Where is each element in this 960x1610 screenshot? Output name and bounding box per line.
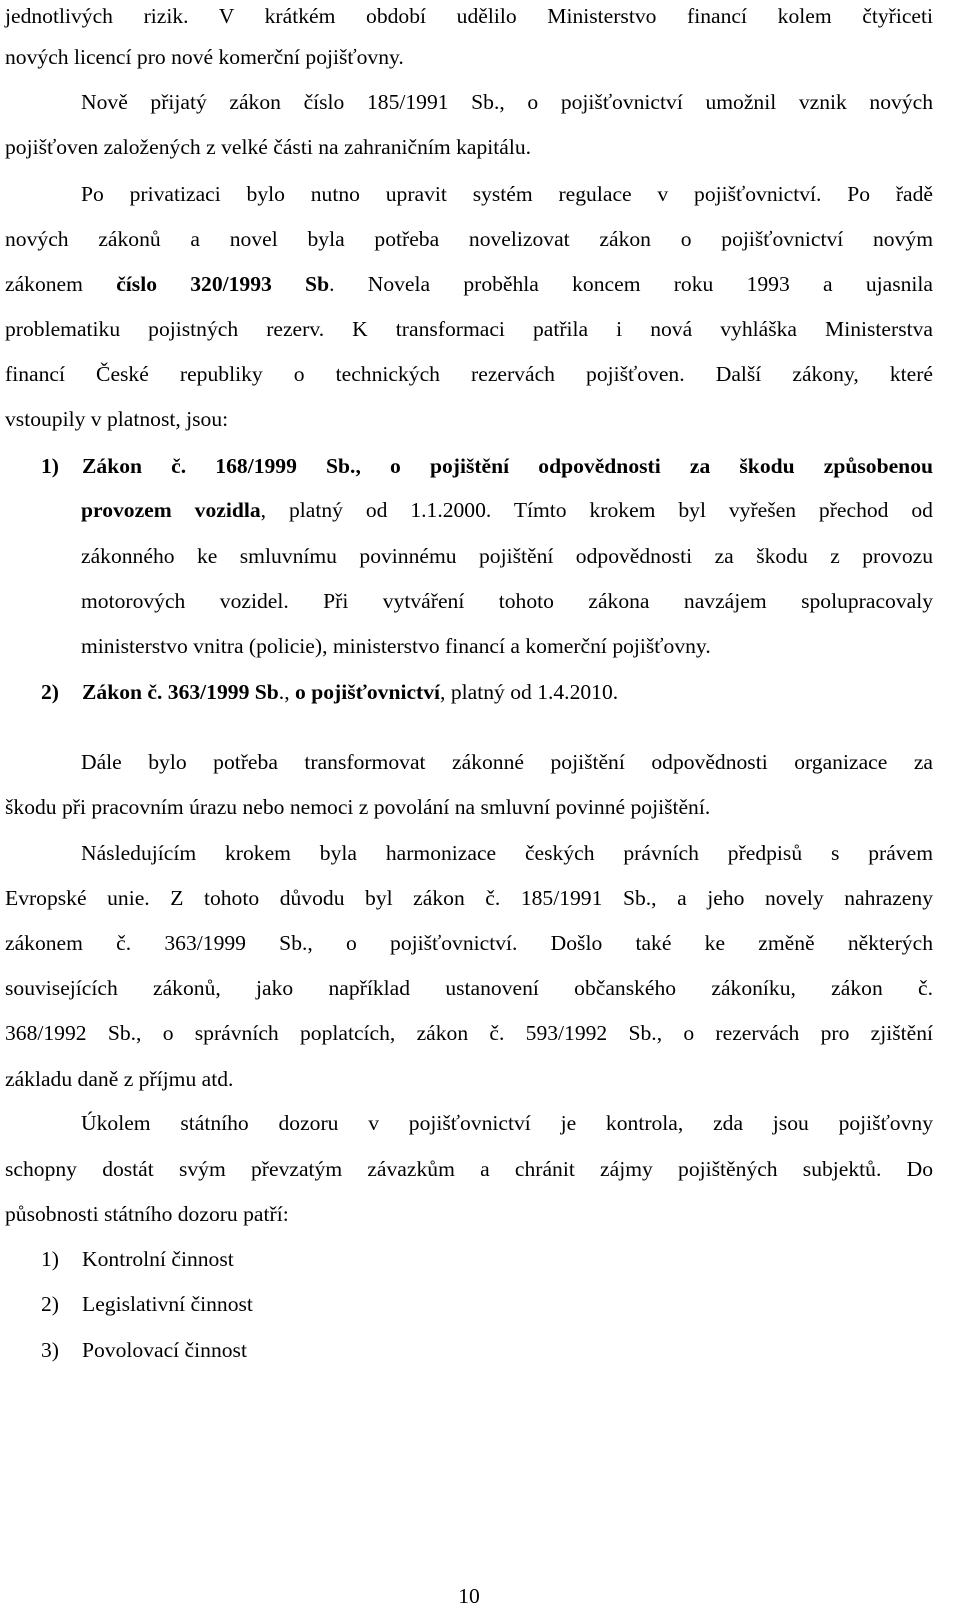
text-line: financí České republiky o technických rezervách pojišťoven. Další zákony, které xyxy=(5,362,933,386)
text-span: , platný od 1.1.2000. Tímto krokem byl vyřešen přechod od xyxy=(260,498,933,522)
text-line xyxy=(5,268,933,300)
text-line: zákonného ke smluvnímu povinnému pojištění odpovědnosti za škodu z provozu xyxy=(81,544,933,568)
text-line: jednotlivých rizik. V krátkém období udělilo Ministerstvo financí kolem čtyřiceti xyxy=(5,4,933,28)
list-item xyxy=(5,1243,933,1275)
text-line: motorových vozidel. Při vytváření tohoto zákona navzájem spolupracovaly xyxy=(81,589,933,613)
text-line: Následujícím krokem byla harmonizace českých právních předpisů s právem xyxy=(81,841,933,865)
list-number: 3) xyxy=(41,1338,59,1362)
text-line: souvisejících zákonů, jako například ustanovení občanského zákoníku, zákon č. xyxy=(5,976,933,1000)
list-text: Povolovací činnost xyxy=(82,1338,247,1362)
list-number: 1) xyxy=(41,1247,59,1271)
text-line: Dále bylo potřeba transformovat zákonné pojištění odpovědnosti organizace za xyxy=(81,750,933,774)
text-line: Evropské unie. Z tohoto důvodu byl zákon č. 185/1991 Sb., a jeho novely nahrazeny xyxy=(5,886,933,910)
list-item xyxy=(5,1288,933,1320)
text-span: . Novela proběhla koncem roku 1993 a ujasnila xyxy=(329,272,934,296)
list-number: 2) xyxy=(41,680,59,704)
text-line: vstoupily v platnost, jsou: xyxy=(5,407,229,431)
text-line: schopny dostát svým převzatým závazkům a chránit zájmy pojištěných subjektů. Do xyxy=(5,1157,933,1181)
list-item xyxy=(5,1334,933,1366)
text-line: Nově přijatý zákon číslo 185/1991 Sb., o pojišťovnictví umožnil vznik nových xyxy=(81,90,933,114)
law-title: Zákon č. 363/1999 Sb xyxy=(82,680,279,704)
text-span: zákonem xyxy=(5,272,117,296)
text-line: nových licencí pro nové komerční pojišťovny. xyxy=(5,45,404,69)
page-number: 10 xyxy=(458,1584,480,1608)
law-title: provozem vozidla xyxy=(81,498,261,522)
text-line: 368/1992 Sb., o správních poplatcích, zákon č. 593/1992 Sb., o rezervách pro zjištění xyxy=(5,1021,933,1045)
text-line: Úkolem státního dozoru v pojišťovnictví je kontrola, zda jsou pojišťovny xyxy=(81,1111,933,1135)
text-line: ministerstvo vnitra (policie), ministerstvo financí a komerční pojišťovny. xyxy=(81,634,711,658)
text-line: problematiku pojistných rezerv. K transformaci patřila i nová vyhláška Ministerstva xyxy=(5,317,933,341)
law-reference: číslo 320/1993 Sb xyxy=(116,272,330,296)
list-item-1 xyxy=(5,450,933,482)
law-title: o pojišťovnictví xyxy=(295,680,441,704)
text-span: ., xyxy=(278,680,295,704)
text-line: pojišťoven založených z velké části na zahraničním kapitálu. xyxy=(5,135,532,159)
text-line: základu daně z příjmu atd. xyxy=(5,1067,234,1091)
text-line: působnosti státního dozoru patří: xyxy=(5,1202,289,1226)
law-title: Zákon č. 168/1999 Sb., o pojištění odpovědnosti za škodu způsobenou xyxy=(82,454,933,478)
list-item-2 xyxy=(5,676,933,708)
text-line: Po privatizaci bylo nutno upravit systém regulace v pojišťovnictví. Po řadě xyxy=(81,182,933,206)
text-line: škodu při pracovním úrazu nebo nemoci z povolání na smluvní povinné pojištění. xyxy=(5,795,711,819)
list-text: Kontrolní činnost xyxy=(82,1247,234,1271)
text-line: zákonem č. 363/1999 Sb., o pojišťovnictví. Došlo také ke změně některých xyxy=(5,931,933,955)
text-line xyxy=(5,494,933,526)
text-span: , platný od 1.4.2010. xyxy=(440,680,619,704)
list-text: Legislativní činnost xyxy=(82,1292,253,1316)
list-number: 1) xyxy=(41,454,59,478)
text-line: nových zákonů a novel byla potřeba novelizovat zákon o pojišťovnictví novým xyxy=(5,227,933,251)
list-number: 2) xyxy=(41,1292,59,1316)
